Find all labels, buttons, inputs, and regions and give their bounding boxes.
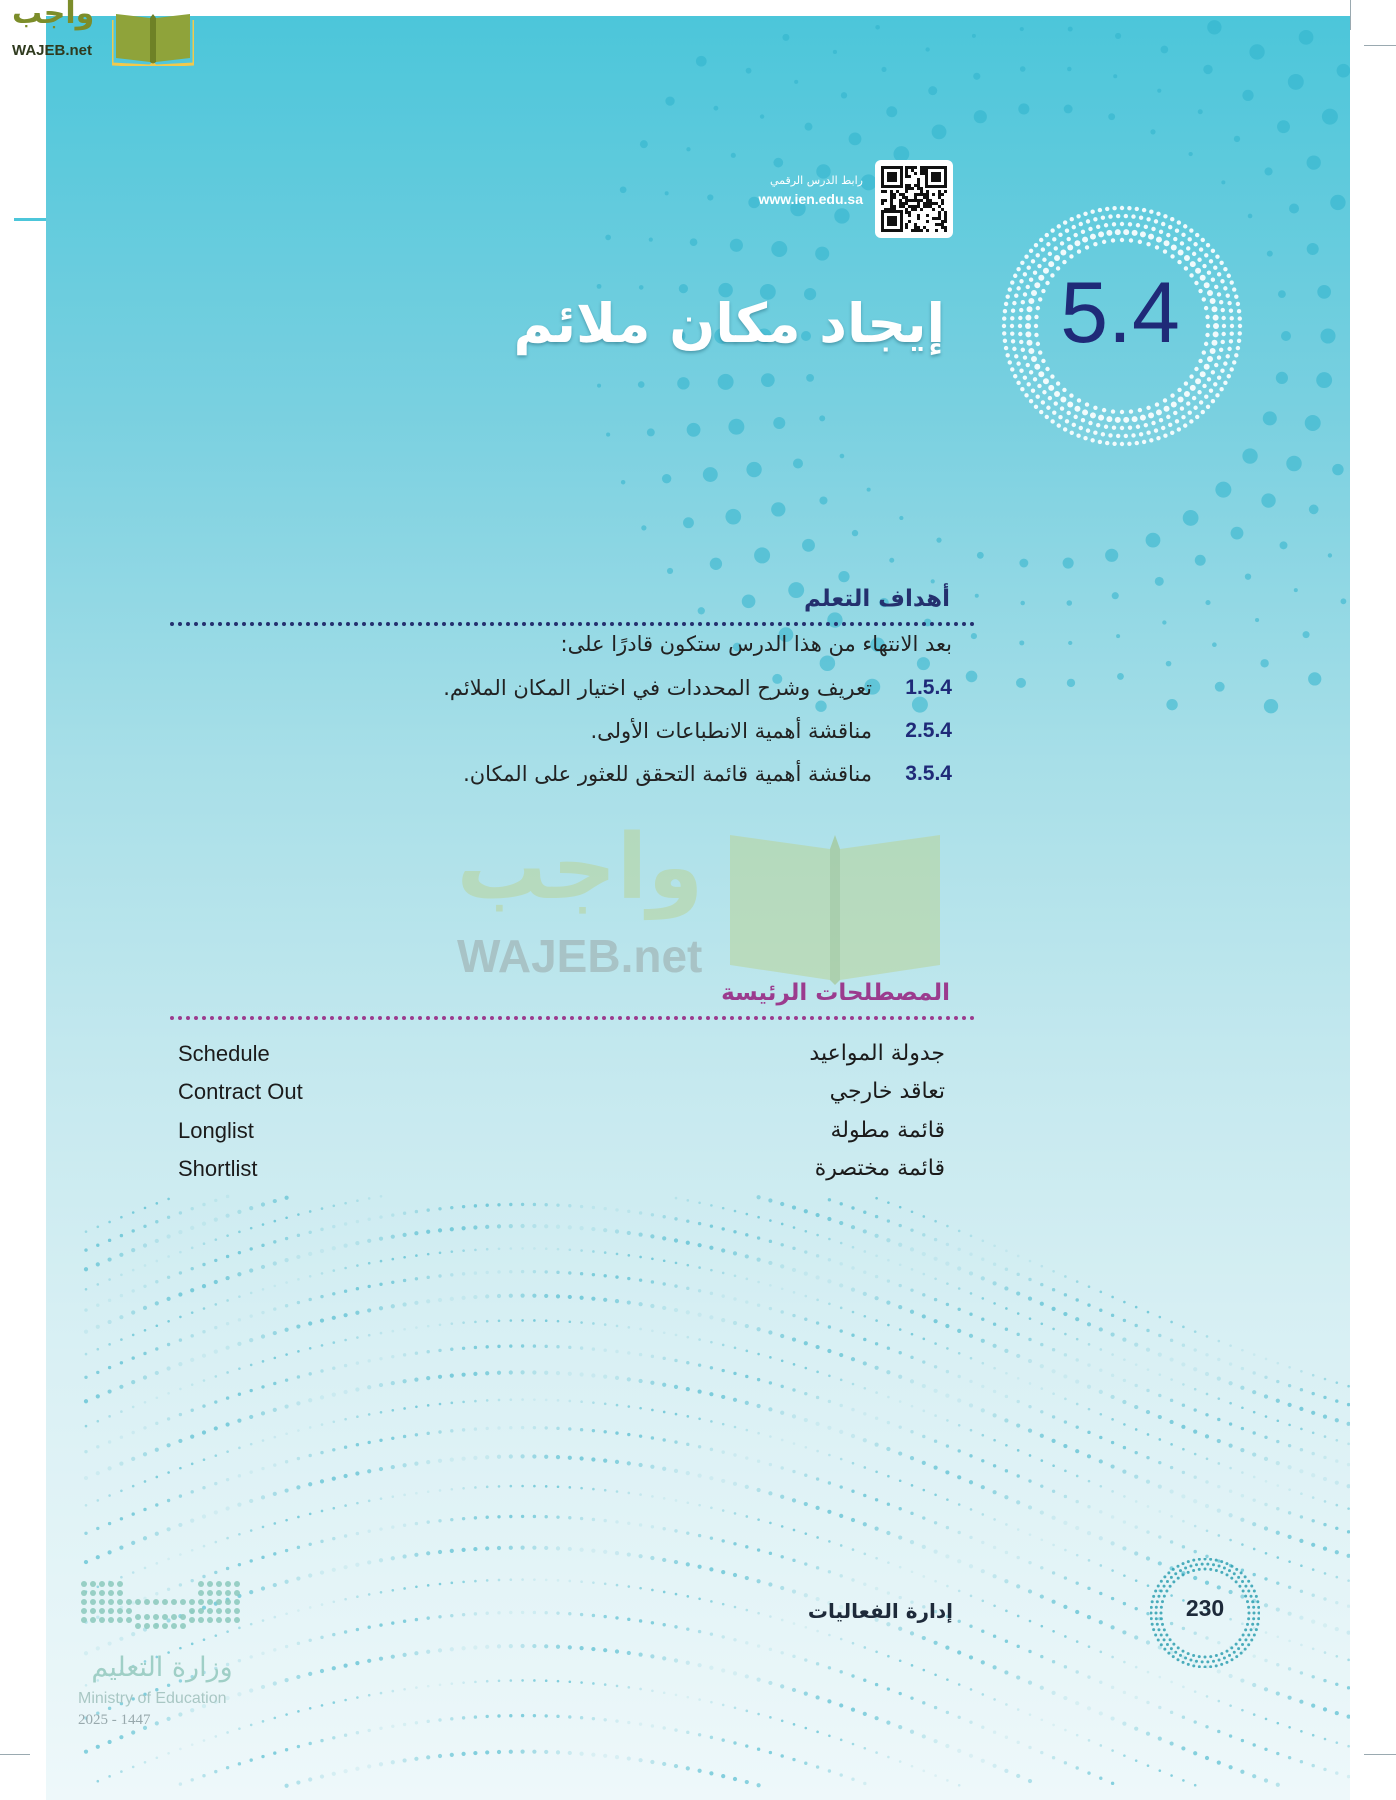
key-terms-heading: المصطلحات الرئيسة bbox=[721, 980, 950, 1006]
watermark bbox=[455, 815, 955, 995]
key-term-arabic: جدولة المواعيد bbox=[809, 1041, 945, 1066]
book-title: إدارة الفعاليات bbox=[807, 1599, 953, 1623]
key-term-row bbox=[170, 1156, 945, 1190]
ministry-name-english: Ministry of Education bbox=[78, 1690, 227, 1707]
ministry-dots-icon bbox=[78, 1578, 248, 1638]
objective-item bbox=[170, 719, 952, 751]
site-logo bbox=[8, 2, 198, 66]
key-term-arabic: تعاقد خارجي bbox=[829, 1079, 945, 1104]
crop-mark bbox=[14, 218, 46, 221]
key-term-english: Schedule bbox=[178, 1041, 270, 1066]
site-logo-latin: WAJEB.net bbox=[12, 42, 93, 59]
key-terms-divider bbox=[170, 1016, 975, 1020]
crop-mark bbox=[0, 1754, 30, 1755]
objective-item bbox=[170, 762, 952, 794]
site-logo-arabic: واجب bbox=[12, 0, 95, 31]
objective-number: 1.5.4 bbox=[905, 676, 952, 699]
qr-url[interactable]: www.ien.edu.sa bbox=[758, 191, 863, 207]
ministry-logo bbox=[78, 1578, 248, 1728]
key-term-english: Contract Out bbox=[178, 1079, 303, 1104]
crop-mark bbox=[1350, 0, 1351, 30]
ministry-name-arabic: وزارة التعليم bbox=[91, 1652, 233, 1683]
objective-item bbox=[170, 676, 952, 708]
key-term-arabic: قائمة مطولة bbox=[830, 1118, 945, 1143]
crop-mark bbox=[1364, 1754, 1396, 1755]
watermark-arabic: واجب bbox=[456, 815, 704, 920]
objective-text: مناقشة أهمية قائمة التحقق للعثور على المكان. bbox=[463, 762, 872, 786]
qr-caption bbox=[700, 174, 863, 207]
objective-text: تعريف وشرح المحددات في اختيار المكان الملائم. bbox=[443, 676, 872, 700]
crop-mark bbox=[1364, 45, 1396, 46]
key-term-row bbox=[170, 1041, 945, 1075]
objective-number: 2.5.4 bbox=[905, 719, 952, 742]
book-icon bbox=[112, 4, 194, 66]
objective-number: 3.5.4 bbox=[905, 762, 952, 785]
objectives-divider bbox=[170, 622, 975, 626]
key-term-row bbox=[170, 1079, 945, 1113]
edition-year: 2025 - 1447 bbox=[78, 1712, 151, 1728]
lesson-title: إيجاد مكان ملائم bbox=[513, 292, 945, 355]
key-term-row bbox=[170, 1118, 945, 1152]
objectives-intro: بعد الانتهاء من هذا الدرس ستكون قادرًا على: bbox=[560, 632, 952, 656]
key-term-english: Longlist bbox=[178, 1118, 254, 1143]
key-term-english: Shortlist bbox=[178, 1156, 258, 1181]
qr-code[interactable] bbox=[875, 160, 953, 238]
qr-label: رابط الدرس الرقمي bbox=[769, 174, 863, 187]
lesson-number: 5.4 bbox=[1060, 265, 1180, 361]
objective-text: مناقشة أهمية الانطباعات الأولى. bbox=[590, 719, 872, 743]
qr-code-icon bbox=[875, 160, 953, 238]
page-number: 230 bbox=[1185, 1595, 1225, 1621]
objectives-heading: أهداف التعلم bbox=[803, 586, 950, 612]
key-term-arabic: قائمة مختصرة bbox=[814, 1156, 945, 1181]
watermark-latin: WAJEB.net bbox=[457, 930, 703, 982]
book-icon bbox=[720, 815, 950, 985]
